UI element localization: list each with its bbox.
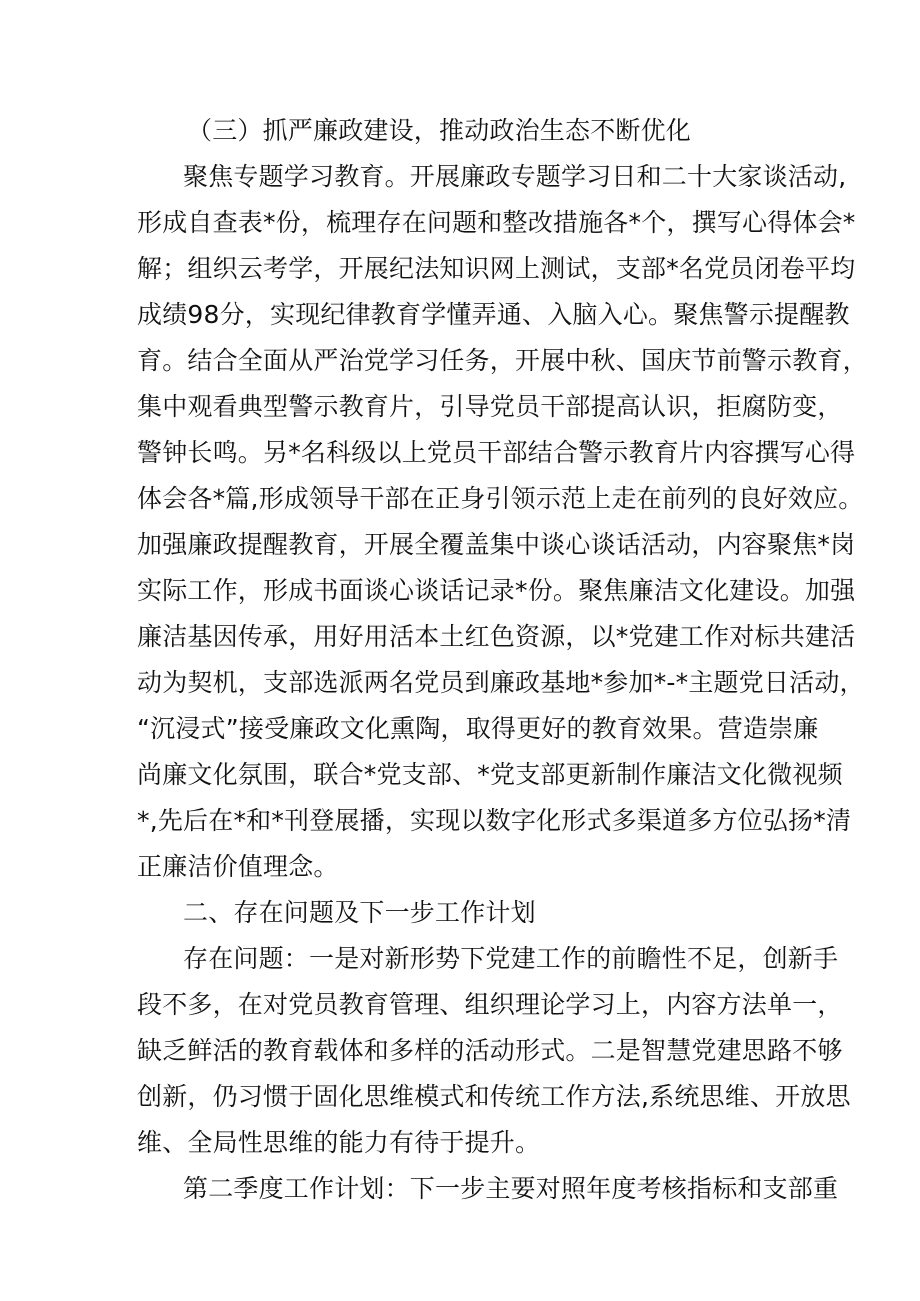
section-heading: 二、存在问题及下一步工作计划 [183,898,536,927]
text-line: 育。结合全面从严治党学习任务，开展中秋、国庆节前警示教育， [137,346,868,375]
text-line: 成绩98分，实现纪律教育学懂弄通、入脑入心。聚焦警示提醒教 [137,300,850,329]
text-line: 加强廉政提醒教育，开展全覆盖集中谈心谈话活动，内容聚焦*岗 [137,530,856,559]
text-line: 段不多，在对党员教育管理、组织理论学习上，内容方法单一， [137,990,843,1019]
text-line: 集中观看典型警示教育片，引导党员干部提高认识，拒腐防变， [137,392,843,421]
text-line: *,先后在*和*刊登展播，实现以数字化形式多渠道多方位弘扬*清 [137,806,852,835]
text-line: 聚焦专题学习教育。开展廉政专题学习日和二十大家谈活动, [183,162,847,191]
text-line: 动为契机，支部选派两名党员到廉政基地*参加*-*主题党日活动， [137,668,865,697]
text-line: 尚廉文化氛围，联合*党支部、*党支部更新制作廉洁文化微视频 [137,760,843,789]
text-line: 创新，仍习惯于固化思维模式和传统工作方法,系统思维、开放思 [137,1082,851,1111]
section-heading: （三）抓严廉政建设，推动政治生态不断优化 [187,116,692,145]
text-line: 存在问题：一是对新形势下党建工作的前瞻性不足，创新手 [183,944,839,973]
text-line: 警钟长鸣。另*名科级以上党员干部结合警示教育片内容撰写心得 [137,438,856,467]
text-line: 形成自查表*份，梳理存在问题和整改措施各*个，撰写心得体会* [137,208,856,237]
text-line: 第二季度工作计划：下一步主要对照年度考核指标和支部重 [183,1174,839,1203]
text-line: 缺乏鲜活的教育载体和多样的活动形式。二是智慧党建思路不够 [137,1036,843,1065]
text-line: 实际工作，形成书面谈心谈话记录*份。聚焦廉洁文化建设。加强 [137,576,856,605]
text-line: “沉浸式”接受廉政文化熏陶，取得更好的教育效果。营造崇廉 [137,714,819,743]
text-line: 正廉洁价值理念。 [137,852,339,881]
text-line: 解；组织云考学，开展纪法知识网上测试，支部*名党员闭卷平均 [137,254,856,283]
text-line: 维、全局性思维的能力有待于提升。 [137,1128,541,1157]
text-line: 体会各*篇,形成领导干部在正身引领示范上走在前列的良好效应。 [137,484,864,513]
text-line: 廉洁基因传承，用好用活本土红色资源，以*党建工作对标共建活 [137,622,856,651]
